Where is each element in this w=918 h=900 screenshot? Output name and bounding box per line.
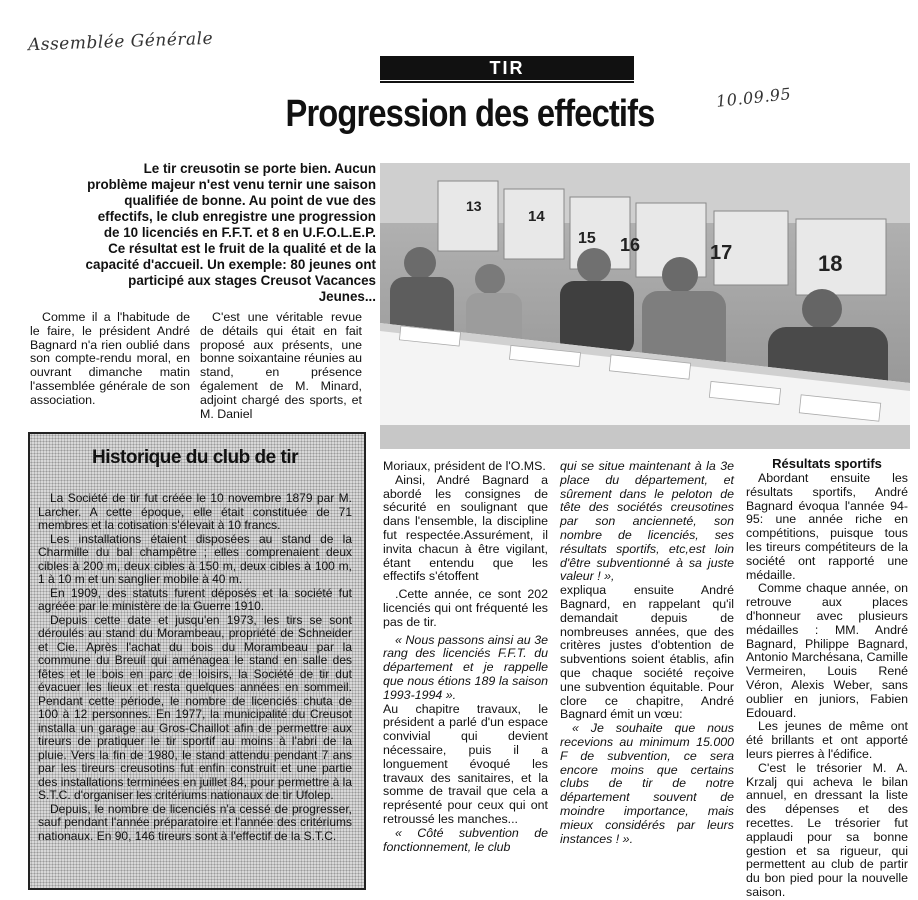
article-lead: Le tir creusotin se porte bien. Aucun problème majeur n'est venu ternir une saison qualifiée de bonne. Au point de vue des effectifs, le club enregistre une progression de 10 licenciés en F.F.T. et 8 en U.F.O.L.E.P. Ce résultat est le fruit de la qualité et de la capacité d'accueil. Un exemple: 80 jeunes ont participé aux stages Creusot Vacances Jeunes... <box>85 161 376 304</box>
article-column-2: C'est une véritable revue de détails qui était en fait proposé aux présents, une bonne soixantaine réunies au stand, en présence également de M. Minard, adjoint chargé des sports, et M. Daniel <box>200 310 362 421</box>
article-column-1: Comme il a l'habitude de le faire, le président André Bagnard n'a rien oublié dans son compte-rendu moral, en ouvrant dimanche matin l'assemblée générale de son association. <box>30 310 190 407</box>
target-number: 17 <box>710 242 733 264</box>
rubric-underline <box>380 81 634 83</box>
section-rubric: TIR <box>380 56 634 80</box>
history-box-title: Historique du club de tir <box>91 447 298 468</box>
history-box-text: La Société de tir fut créée le 10 novembre 1879 par M. Larcher. A cette époque, elle était constituée de 71 membres et la cotisation s'élevait à 10 francs. Les installations étaient disposées au stand de la Charmille du bal champêtre ; elles comprenaient deux cibles à 200 m, deux cibles à 150 m, deux cibles à 100 m, 1 à 10 m et un sanglier mobile à 40 m. En 1909, des statuts furent déposés et la société fut agréée par le ministère de la Guerre 1910. Depuis cette date et jusqu'en 1973, les tirs se sont déroulés au stand du Morambeau, propriété de Schneider et Cie. Après l'achat du bois du Morambeau par la commune du Breuil qui aménagea le stand en salle des fêtes et le bois en parc de loisirs, la Société de tir dut évacuer les lieux et resta quelques années en sommeil. Pendant cette période, le nombre de licenciés chuta de 100 à 12 personnes. En 1977, la municipalité du Creusot installa un garage au Gros-Chaillot afin de permettre aux tireurs de pratiquer le tir sportif au moins à l'abri de la pluie. Vers la fin de 1980, le stand attendu pendant 7 ans par les tireurs creusotins fut enfin construit et une partie des installations terminées en juillet 84, pour permettre à la S.T.C. d'organiser les critériums nationaux de tir Ufolep. Depuis, le nombre de licenciés n'a cessé de progresser, sauf pendant l'année préparatoire et l'année des critériums nationaux. En 90, 146 tireurs sont à l'effectif de la S.T.C. <box>38 491 352 843</box>
handwritten-note: Assemblée Générale <box>27 28 214 56</box>
handwritten-date: 10.09.95 <box>715 84 793 111</box>
section-subheading: Résultats sportifs <box>772 456 882 471</box>
meeting-photo <box>380 163 910 449</box>
target-number: 18 <box>818 251 843 276</box>
target-number: 16 <box>620 235 641 255</box>
article-column-5: Abordant ensuite les résultats sportifs, André Bagnard évoqua l'année 94-95: une année riche en compétitions, puisque tous les tireurs compétiteurs de la société ont rapporté une médaille. Comme chaque année, on retrouve aux places d'honneur avec plusieurs médailles : MM. André Bagnard, Philippe Bagnard, Antonio Marchésana, Camille Vermeiren, Louis René Véron, Alexis Weber, sans oublier en juniors, Fabien Edouard. Les jeunes de même ont été brillants et ont apporté leurs pierres à l'édifice. C'est le trésorier M. A. Krzalj qui acheva le bilan annuel, en dressant la liste des dépenses et des recettes. Le trésorier fut applaudi pour sa bonne gestion et sa rigueur, qui permettent au club de partir du bon pied pour la nouvelle saison. <box>746 471 908 899</box>
article-headline: Progression des effectifs <box>285 93 655 135</box>
target-number: 14 <box>528 208 545 225</box>
target-number: 15 <box>578 230 596 247</box>
target-number: 13 <box>466 198 482 214</box>
article-column-3: Moriaux, président de l'O.MS. Ainsi, André Bagnard a abordé les consignes de sécurité en soulignant que dans l'ensemble, la discipline fut respectée.Assurément, il invita chacun à être vigilant, étant entendu que les effectifs s'étoffent .Cette année, ce sont 202 licenciés qui ont fréquenté les pas de tir. « Nous passons ainsi au 3e rang des licenciés F.F.T. du département et je rappelle que nous étions 189 la saison 1993-1994 ». Au chapitre travaux, le président a parlé d'un espace convivial qui devient nécessaire, puis il a longuement évoqué les travaux des sanitaires, et la somme de travail que cela a représenté pour ceux qui ont retroussé les manches... « Côté subvention de fonctionnement, le club <box>383 459 548 854</box>
article-column-4: qui se situe maintenant à la 3e place du département, et sûrement dans le peloton de tête des sociétés creusotines par son ancienneté, son nombre de licenciés, ses résultats sportifs, etc,est loin d'être subventionné à sa juste valeur ! », expliqua ensuite André Bagnard, en rappelant qu'il demandait depuis de nombreuses années, que des critères justes d'obtention de subventions soient établis, afin que chaque société reçoive une subvention équitable. Pour clore ce chapitre, André Bagnard émit un vœu: « Je souhaite que nous recevions au minimum 15.000 F de subvention, ce sera encore moins que certains clubs de tir de notre département souvent de moindre importance, mais mieux considérés par leurs instances ! ». <box>560 459 734 846</box>
